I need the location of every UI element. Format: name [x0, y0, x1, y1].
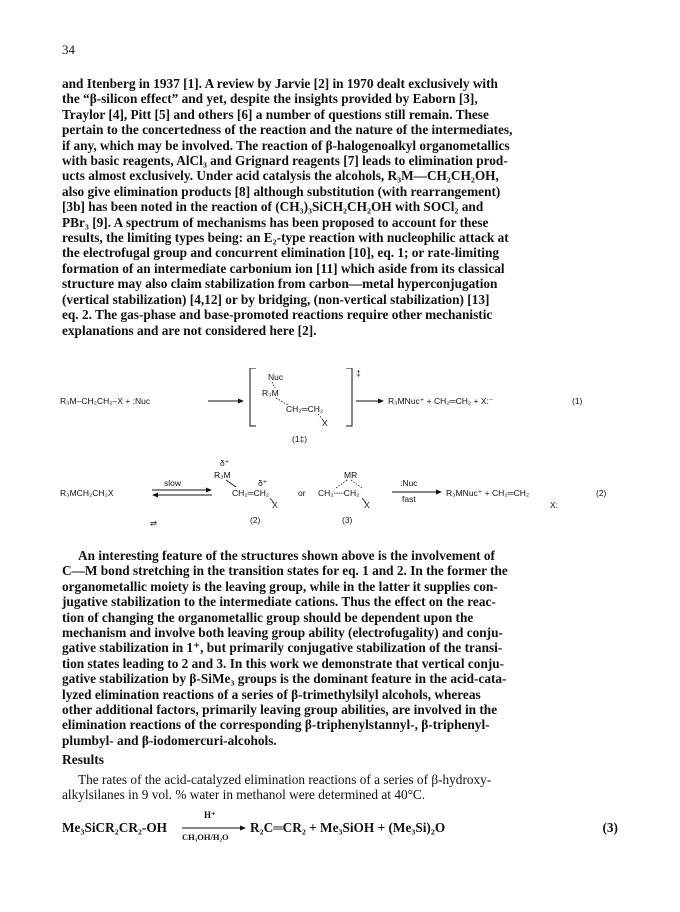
ion3-bridge-left [336, 480, 347, 488]
text-line: alkylsilanes in 9 vol. % water in methanol were determined at 40°C. [62, 787, 426, 803]
eq3-number: (3) [602, 820, 618, 835]
text-line: PBr₃ [9]. A spectrum of mechanisms has been proposed to account for these [62, 214, 489, 230]
page-number: 34 [62, 42, 75, 57]
ion3-label: (3) [342, 515, 353, 525]
text-line: results, the limiting types being: an E₂-type reaction with nucleophilic attack at [62, 230, 509, 246]
text-line: tion of changing the organometallic group should be dependent upon the [62, 609, 474, 625]
text-line: An interesting feature of the structures shown above is the involvement of [78, 548, 495, 563]
results-paragraph [62, 772, 618, 803]
intro-paragraph [62, 76, 618, 338]
text-line: (vertical stabilization) [4,12] or by bridging, (non-vertical stabilization) [13] [62, 291, 490, 307]
eq2-reverse-arrowhead [152, 493, 158, 498]
eq1-products: R₃MNuc⁺ + CH₂═CH₂ + X:⁻ [388, 396, 494, 406]
text-line: ucts almost exclusively. Under acid catalysis the alcohols, R₃M—CH₂CH₂OH, [62, 168, 499, 184]
ts-bracket-right [346, 368, 352, 426]
eq2-reactant: R₃MCH₂CH₂X [60, 488, 114, 498]
reaction-scheme [60, 368, 620, 540]
text-line: organometallic moiety is the leaving group, while in the latter it supplies con- [62, 578, 498, 594]
ion2-m-c-bond [226, 480, 236, 487]
eq2-x-anion: X: [550, 500, 559, 510]
eq1-arrowhead-out [378, 399, 384, 404]
text-line: lyzed elimination reactions of a series of β-trimethylsilyl alcohols, whereas [62, 686, 481, 702]
text-line: other additional factors, primarily leaving group abilities, are involved in the [62, 702, 498, 718]
ts-alkene: CH₂═CH₂ [286, 404, 324, 414]
ion2-label: (2) [250, 515, 261, 525]
ts-dagger: ‡ [356, 368, 361, 378]
text-line: [3b] has been noted in the reaction of (CH₃)₃SiCH₂CH₂OH with SOCl₂ and [62, 199, 484, 215]
eq1-arrowhead-in [238, 399, 244, 404]
text-line: with basic reagents, AlCl₃ and Grignard reagents [7] leads to elimination prod- [62, 153, 508, 169]
text-line: C—M bond stretching in the transition states for eq. 1 and 2. In the former the [62, 563, 508, 579]
equation-3 [62, 806, 618, 840]
text-line: the “β-silicon effect” and yet, despite the insights provided by Eaborn [3], [62, 91, 478, 107]
eq2-fast-arrowhead [436, 490, 442, 495]
text-line: pertain to the concertedness of the reaction and the nature of the intermediates, [62, 122, 513, 138]
text-line: if any, which may be involved. The reaction of β-halogenoalkyl organometallics [62, 137, 510, 153]
ion2-leaving-group: X [272, 500, 278, 510]
text-line: gative stabilization by β-SiMe₃ groups is the dominant feature in the acid-cata- [62, 671, 507, 687]
ion2-charge-top: δ⁺ [220, 458, 230, 468]
text-line: The rates of the acid-catalyzed elimination reactions of a series of β-hydroxy- [78, 772, 492, 787]
ion3-metal: MR [344, 470, 358, 480]
eq3-catalyst: H⁺ [204, 810, 216, 820]
ion3-alkene: CH₂┄┄CH₂ [318, 488, 360, 498]
text-line: mechanism and involve both leaving group ability (electrofugality) and conju- [62, 625, 503, 641]
ts-label: (1‡) [292, 434, 308, 444]
ion3-bridge-right [351, 480, 362, 488]
eq3-products: R₂C═CR₂ + Me₃SiOH + (Me₃Si)₂O [250, 820, 446, 835]
ts-nuc: Nuc [268, 372, 284, 382]
eq2-number: (2) [596, 488, 607, 498]
text-line: eq. 2. The gas-phase and base-promoted reactions require other mechanistic [62, 307, 493, 323]
eq1-reactant: R₃M–CH₂CH₂–X + :Nuc [60, 396, 151, 406]
eq2-products: R₃MNuc⁺ + CH₂═CH₂ [446, 488, 530, 498]
ts-metal: R₃M [262, 388, 279, 398]
eq2-or: or [298, 488, 306, 498]
eq2-fast-label: fast [402, 494, 416, 504]
ion2-charge: δ⁺ [258, 478, 268, 488]
text-line: gative stabilization in 1⁺, but primarily conjugative stabilization of the transi- [62, 640, 503, 656]
text-line: also give elimination products [8] although substitution (with rearrangement) [62, 183, 501, 199]
text-line: elimination reactions of the corresponding β-triphenylstannyl-, β-triphenyl- [62, 717, 490, 733]
text-line: Traylor [4], Pitt [5] and others [6] a number of questions still remain. These [62, 106, 489, 122]
ion3-leaving-group: X [364, 500, 370, 510]
ion2-metal: R₃M [214, 470, 231, 480]
ts-bracket-left [250, 368, 256, 426]
text-line: tion states leading to 2 and 3. In this work we demonstrate that vertical conju- [62, 655, 505, 671]
text-line: jugative stabilization to the intermediate cations. Thus the effect on the reac- [62, 594, 496, 610]
eq2-forward-arrowhead [206, 488, 212, 493]
text-line: structure may also claim stabilization from carbon—metal hyperconjugation [62, 276, 498, 292]
eq1-number: (1) [572, 396, 583, 406]
text-line: plumbyl- and β-iodomercuri-alcohols. [62, 732, 277, 748]
eq2-nuc-label: :Nuc [400, 478, 418, 488]
ts-leaving-group: X [322, 418, 328, 428]
text-line: the electrofugal group and concurrent elimination [10], eq. 1; or rate-limiting [62, 245, 500, 261]
eq3-reactant: Me₃SiCR₂CR₂-OH [62, 820, 168, 835]
ion2-alkene: CH₂═CH₂ [232, 488, 270, 498]
results-heading: Results [62, 752, 105, 767]
eq2-slow-label: slow [164, 478, 182, 488]
eq2-below-arrow: ⇌ [150, 518, 158, 528]
eq3-solvent: CH₃OH/H₂O [182, 832, 229, 842]
text-line: explanations and are not considered here [2]. [62, 322, 317, 338]
text-line: and Itenberg in 1937 [1]. A review by Jarvie [2] in 1970 dealt exclusively with [62, 76, 498, 91]
text-line: formation of an intermediate carbonium ion [11] which aside from its classical [62, 260, 505, 276]
discussion-paragraph [62, 548, 618, 748]
